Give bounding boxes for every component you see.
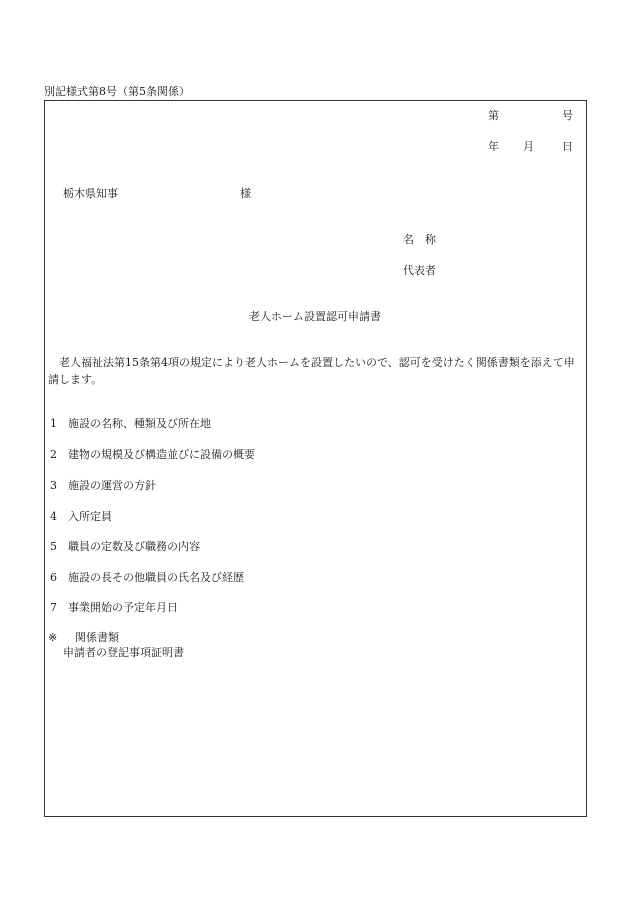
applicant-representative-label: 代表者 (403, 264, 436, 277)
list-item-number: 5 (50, 540, 57, 553)
list-item-number: 1 (50, 417, 57, 430)
list-item-text: 施設の名称、種類及び所在地 (68, 417, 211, 430)
list-item-text: 施設の運営の方針 (68, 479, 156, 492)
list-item-text: 施設の長その他職員の氏名及び経歴 (68, 571, 244, 584)
list-item-number: 6 (50, 571, 57, 584)
application-body-text: 老人福祉法第15条第4項の規定により老人ホームを設置したいので、認可を受けたく関係書類を添えて申請します。 (48, 356, 575, 386)
applicant-name-label: 名 称 (403, 233, 436, 246)
form-reference: 別記様式第8号（第5条関係） (44, 85, 190, 98)
list-item-text: 職員の定数及び職務の内容 (68, 540, 200, 553)
list-item-text: 事業開始の予定年月日 (68, 601, 178, 614)
date-year-label: 年 (488, 140, 499, 153)
list-item-text: 建物の規模及び構造並びに設備の概要 (68, 448, 255, 461)
list-item-number: 2 (50, 448, 57, 461)
document-number-prefix: 第 (488, 109, 499, 122)
note-label: 関係書類 (75, 631, 119, 644)
date-month-label: 月 (523, 140, 534, 153)
recipient-name: 栃木県知事 (63, 187, 118, 200)
document-title: 老人ホーム設置認可申請書 (249, 310, 381, 323)
note-mark: ※ (48, 631, 58, 644)
list-item-text: 入所定員 (68, 510, 112, 523)
recipient-honorific: 様 (240, 187, 251, 200)
list-item-number: 4 (50, 510, 57, 523)
list-item-number: 3 (50, 479, 57, 492)
date-day-label: 日 (562, 140, 573, 153)
note-document-item: 申請者の登記事項証明書 (63, 646, 184, 659)
document-number-suffix: 号 (562, 109, 573, 122)
list-item-number: 7 (50, 601, 57, 614)
